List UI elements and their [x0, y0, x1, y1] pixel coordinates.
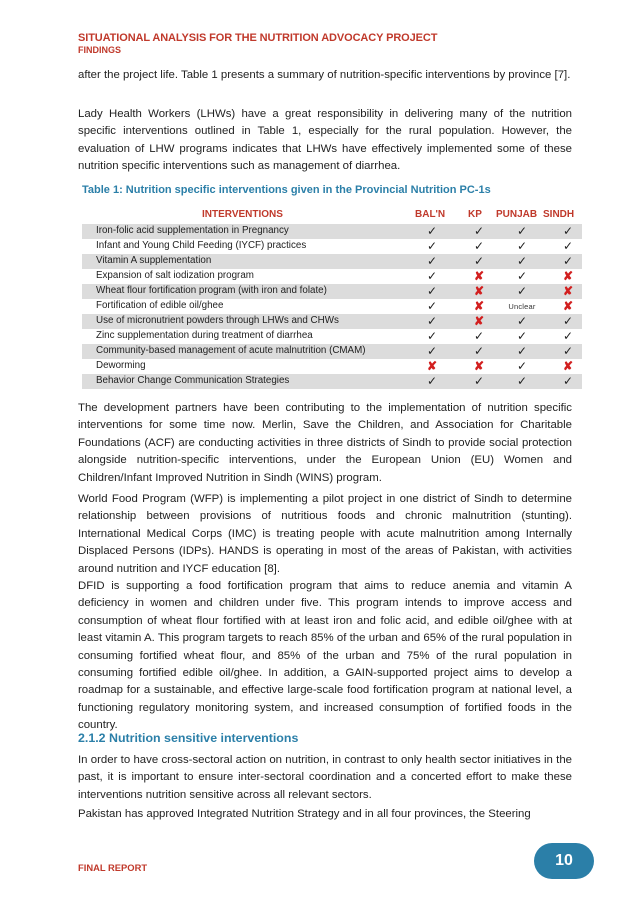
check-icon: ✓	[426, 239, 438, 253]
check-icon: ✓	[562, 329, 574, 343]
check-icon: ✓	[516, 374, 528, 388]
check-icon: ✓	[473, 344, 485, 358]
paragraph-6: In order to have cross-sectoral action on nutrition, in contrast to only health sector initiatives in the past, it is important to ensure inter-sectoral coordination and a concerted effort to make these interventions nutrition sensitive across all relevant sectors.	[78, 754, 572, 801]
paragraph-5: DFID is supporting a food fortification program that aims to reduce anemia and vitamin A deficiency in women and children under five. This program intends to improve access and consumption of wheat flour fortified with at least iron and folic acid, and edible oil/ghee with at least vitamin A. This program targets to reach 85% of the urban and 65% of the rural population in consuming fortified wheat flour, and 85% of the urban and 75% of the rural population in consuming fortified edible oil/ghee. In addition, a GAIN-supported project aims to develop a roadmap for a sustainable, and effective large-scale food fortification program at national level, a functioning regulatory monitoring system, and increased consumption of fortified foods in the country.	[78, 580, 572, 732]
intervention-label: Wheat flour fortification program (with iron and folate)	[96, 285, 327, 296]
table-row	[82, 284, 582, 299]
check-icon: ✓	[562, 374, 574, 388]
check-icon: ✓	[426, 329, 438, 343]
table-row	[82, 269, 582, 284]
check-icon: ✓	[426, 269, 438, 283]
check-icon: ✓	[562, 254, 574, 268]
check-icon: ✓	[562, 314, 574, 328]
check-icon: ✓	[516, 269, 528, 283]
table-row	[82, 299, 582, 314]
paragraph-1: after the project life. Table 1 presents a summary of nutrition-specific interventions by province [7].	[78, 69, 571, 81]
check-icon: ✓	[473, 254, 485, 268]
interventions-table	[82, 206, 582, 389]
intervention-label: Use of micronutrient powders through LHWs and CHWs	[96, 315, 339, 326]
paragraph-3: The development partners have been contributing to the implementation of nutrition specific interventions for some time now. Merlin, Save the Children, and Association for Charitable Foundations (ACF) are conducting activities in three districts of Sindh to provide social protection alongside nutrition-specific interventions, under the European Union (EU) Women and Children/Infant Improved Nutrition in Sindh (WINS) program.	[78, 402, 572, 484]
cross-icon: ✘	[562, 299, 574, 313]
header-baln: BAL'N	[415, 209, 446, 220]
check-icon: ✓	[516, 359, 528, 373]
paragraph-4: World Food Program (WFP) is implementing a pilot project in one district of Sindh to determine relationship between provisions of nutritious foods and chronic malnutrition (stunting). International Medical Corps (IMC) is treating people with acute malnutrition among Internally Displaced Persons (IDPs). HANDS is operating in most of the areas of Pakistan, with activities around nutrition and IYCF education [8].	[78, 493, 572, 575]
table-row	[82, 344, 582, 359]
check-icon: ✓	[473, 239, 485, 253]
check-icon: ✓	[516, 344, 528, 358]
check-icon: ✓	[562, 224, 574, 238]
table-row	[82, 329, 582, 344]
check-icon: ✓	[516, 284, 528, 298]
subsection-heading: 2.1.2 Nutrition sensitive interventions	[78, 731, 299, 745]
intervention-label: Expansion of salt iodization program	[96, 270, 254, 281]
cross-icon: ✘	[473, 359, 485, 373]
table-body	[82, 224, 582, 389]
check-icon: ✓	[473, 329, 485, 343]
check-icon: ✓	[473, 374, 485, 388]
page-number-badge: 10	[534, 843, 594, 879]
cross-icon: ✘	[562, 359, 574, 373]
table-caption: Table 1: Nutrition specific interventions given in the Provincial Nutrition PC-1s	[82, 184, 491, 196]
cross-icon: ✘	[562, 269, 574, 283]
table-row	[82, 374, 582, 389]
check-icon: ✓	[516, 329, 528, 343]
paragraph-7: Pakistan has approved Integrated Nutrition Strategy and in all four provinces, the Steering	[78, 808, 531, 820]
check-icon: ✓	[426, 284, 438, 298]
table-row	[82, 359, 582, 374]
footer-label: FINAL REPORT	[78, 862, 148, 873]
check-icon: ✓	[562, 344, 574, 358]
status-punjab: Unclear	[508, 302, 536, 311]
intervention-label: Deworming	[96, 360, 146, 371]
check-icon: ✓	[473, 224, 485, 238]
section-label: FINDINGS	[78, 45, 122, 55]
table-header-row	[82, 206, 582, 224]
check-icon: ✓	[516, 239, 528, 253]
header-sindh: SINDH	[543, 209, 575, 220]
intervention-label: Infant and Young Child Feeding (IYCF) practices	[96, 240, 307, 251]
report-title: SITUATIONAL ANALYSIS FOR THE NUTRITION ADVOCACY PROJECT	[78, 32, 438, 44]
intervention-label: Vitamin A supplementation	[96, 255, 212, 266]
header-punjab: PUNJAB	[496, 209, 538, 220]
cross-icon: ✘	[426, 359, 438, 373]
check-icon: ✓	[426, 254, 438, 268]
header-interventions: INTERVENTIONS	[202, 209, 283, 220]
check-icon: ✓	[562, 239, 574, 253]
cross-icon: ✘	[473, 299, 485, 313]
table-row	[82, 314, 582, 329]
header-kp: KP	[468, 209, 482, 220]
check-icon: ✓	[426, 299, 438, 313]
intervention-label: Iron-folic acid supplementation in Pregnancy	[96, 225, 289, 236]
paragraph-2: Lady Health Workers (LHWs) have a great responsibility in delivering many of the nutrition specific interventions outlined in Table 1, especially for the rural population. However, the evaluation of LHW programs indicates that LHWs have effectively implemented some of these nutrition specific interventions such as management of diarrhea.	[78, 108, 572, 173]
table-row	[82, 239, 582, 254]
check-icon: ✓	[426, 314, 438, 328]
check-icon: ✓	[426, 374, 438, 388]
cross-icon: ✘	[473, 314, 485, 328]
intervention-label: Zinc supplementation during treatment of diarrhea	[96, 330, 313, 341]
table-row	[82, 224, 582, 239]
table-row	[82, 254, 582, 269]
intervention-label: Behavior Change Communication Strategies	[96, 375, 290, 386]
check-icon: ✓	[516, 254, 528, 268]
cross-icon: ✘	[473, 269, 485, 283]
intervention-label: Fortification of edible oil/ghee	[96, 300, 224, 311]
check-icon: ✓	[516, 224, 528, 238]
check-icon: ✓	[426, 344, 438, 358]
intervention-label: Community-based management of acute malnutrition (CMAM)	[96, 345, 366, 356]
check-icon: ✓	[426, 224, 438, 238]
check-icon: ✓	[516, 314, 528, 328]
cross-icon: ✘	[562, 284, 574, 298]
cross-icon: ✘	[473, 284, 485, 298]
